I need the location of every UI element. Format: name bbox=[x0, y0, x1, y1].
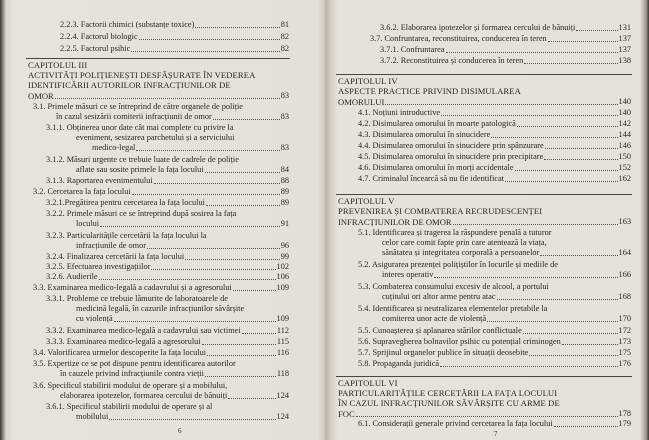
toc-entry: sănătatea și integritatea corporală a persoanelor 164 bbox=[382, 248, 631, 257]
toc-entry: 3.4. Valorificarea urmelor descoperite la fața locului 116 bbox=[33, 348, 289, 357]
toc-entry-line: 5.3. Combaterea consumului excesiv de alcool, a portului bbox=[358, 282, 549, 291]
toc-entry-line: medicină legală, în cazurile infracțiunilor săvârșite bbox=[76, 304, 245, 313]
chapter-6-title-line: ÎN CAZUL INFRACȚIUNILOR SĂVÂRȘITE CU ARME DE bbox=[338, 398, 560, 408]
chapter-3-heading: CAPITOLUL III bbox=[28, 60, 88, 70]
toc-entry: 3.2. Cercetarea la fața locului 89 bbox=[33, 187, 289, 196]
toc-entry-line: 3.3.1. Probleme ce trebuie lămurite de laboratoarele de bbox=[46, 294, 228, 303]
toc-entry: 5.8. Propaganda juridică 176 bbox=[358, 359, 631, 368]
chapter-rule bbox=[26, 58, 290, 59]
toc-entry: elaborarea ipotezelor, formarea cercului de bănuiți 124 bbox=[60, 391, 289, 400]
left-page bbox=[0, 0, 324, 440]
chapter-5-title-line: PREVENIREA ȘI COMBATEREA RECRUDESCENȚEI bbox=[338, 206, 543, 216]
toc-entry: 3.2.5. Efectuarea investigațiilor 102 bbox=[46, 262, 289, 271]
toc-entry-line: 3.5. Expertize ce se pot dispune pentru identificarea autorilor bbox=[33, 359, 236, 368]
toc-entry: aflate sau sosite primele la fața locului 84 bbox=[76, 165, 289, 174]
chapter-rule bbox=[336, 74, 632, 75]
chapter-3-title-line: IDENTIFICĂRII AUTORILOR INFRACȚIUNILOR DE bbox=[28, 80, 231, 90]
toc-entry: 4.7. Criminalul încearcă să nu fie identificat 162 bbox=[358, 174, 631, 183]
toc-entry: 2.2.3. Factorii chimici (substanțe toxice) 81 bbox=[60, 20, 289, 29]
toc-entry: comiterea unor acte de violență 170 bbox=[382, 314, 631, 323]
chapter-4-title-line: ASPECTE PRACTICE PRIVIND DISIMULAREA bbox=[338, 86, 521, 96]
toc-entry-line: 3.1. Primele măsuri ce se întreprind de către organele de poliție bbox=[33, 102, 243, 111]
toc-entry: 4.4. Disimularea omorului în sinucidere prin spânzurare 146 bbox=[358, 141, 631, 150]
toc-entry: 3.3.3. Examinarea medico-legală a agresorului 115 bbox=[46, 337, 289, 346]
toc-entry: 5.7. Sprijinul organelor publice în situații deosebite 175 bbox=[358, 348, 631, 357]
toc-entry: 5.6. Supravegherea bolnavilor psihic cu potențial criminogen 173 bbox=[358, 337, 631, 346]
right-page bbox=[326, 0, 649, 440]
toc-entry-line: 3.6. Specificul stabilirii modului de operare și a mobilului, bbox=[33, 381, 228, 390]
chapter-rule bbox=[336, 376, 632, 377]
toc-entry: 3.2.6. Audierile 106 bbox=[46, 272, 289, 281]
chapter-5-title-entry: INFRACȚIUNILOR DE OMOR 163 bbox=[338, 217, 631, 227]
toc-entry-line: 5.4. Identificarea și neutralizarea elementelor pretabile la bbox=[358, 304, 548, 313]
chapter-3-title-line: ACTIVITĂȚI POLIȚIENEȘTI DESFĂȘURATE ÎN VEDEREA bbox=[28, 70, 256, 80]
chapter-4-title-entry: OMORULUI 140 bbox=[338, 97, 631, 107]
toc-entry: în cazul sesizării comiterii infracțiunii de omor 83 bbox=[56, 112, 289, 121]
chapter-rule bbox=[336, 194, 632, 195]
toc-entry: 4.5. Disimularea omorului în sinucidere prin precipitare 150 bbox=[358, 152, 631, 161]
toc-entry: 3.2.4. Finalizarea cercetării la fața locului 99 bbox=[46, 252, 289, 261]
toc-entry: 3.2.1.Pregătirea pentru cercetarea la fața locului 89 bbox=[46, 198, 289, 207]
toc-entry-line: 5.2. Asigurarea prezenței polițiștilor în locurile și mediile de bbox=[358, 260, 558, 269]
chapter-6-title-line: PARTICULARITĂȚILE CERCETĂRII LA FAȚA LOCULUI bbox=[338, 388, 558, 398]
toc-entry: 2.2.4. Factorul biologic 82 bbox=[60, 32, 289, 41]
toc-entry: 4.2. Disimularea omorului în moarte patologică 142 bbox=[358, 119, 631, 128]
chapter-5-heading: CAPITOLUL V bbox=[338, 196, 395, 206]
page-number: 6 bbox=[178, 427, 182, 435]
toc-entry-line: 3.6.1. Specificul stabilirii modului de operare și al bbox=[46, 402, 213, 411]
toc-entry: 3.7.2. Reconstituirea și conducerea în teren 138 bbox=[380, 56, 631, 65]
toc-entry: mobilului 124 bbox=[76, 412, 289, 421]
chapter-3-title-entry: OMOR 83 bbox=[28, 91, 289, 101]
toc-entry: 6.1. Considerații generale privind cercetarea la fața locului 179 bbox=[358, 419, 631, 428]
chapter-6-heading: CAPITOLUL VI bbox=[338, 378, 398, 388]
toc-entry: 3.3.2. Examinarea medico-legală a cadavrului sau victimei 112 bbox=[46, 326, 289, 335]
page-number: 7 bbox=[494, 430, 498, 438]
toc-entry-line: celor care comit fapte prin care atentează la viața, bbox=[382, 238, 547, 247]
toc-entry: cuțitului ori altor arme pentru atac 168 bbox=[382, 292, 631, 301]
toc-entry: 3.6.2. Elaborarea ipotezelor și formarea cercului de bănuiți 131 bbox=[380, 23, 631, 32]
toc-entry: 4.3. Disimularea omorului în sinucidere 144 bbox=[358, 130, 631, 139]
toc-entry: locului 91 bbox=[76, 219, 289, 228]
toc-entry-line: eveniment, sesizarea parchetului și a serviciului bbox=[76, 133, 235, 142]
toc-entry: 3.7.1. Confruntarea 137 bbox=[380, 45, 631, 54]
toc-entry-line: 3.1.1. Obținerea unor date cât mai complete cu privire la bbox=[46, 123, 234, 132]
toc-entry: 2.2.5. Factorul psihic 82 bbox=[60, 44, 289, 53]
toc-entry: 4.1. Noțiuni introductive 140 bbox=[358, 108, 631, 117]
toc-entry-line: 3.1.2. Măsuri urgente ce trebuie luate de cadrele de poliție bbox=[46, 155, 239, 164]
toc-entry: 3.7. Confruntarea, reconstituirea, conducerea în teren 137 bbox=[370, 34, 631, 43]
toc-entry: în cauzele privind infracțiunile contra vieții 118 bbox=[60, 369, 289, 378]
toc-entry: 4.6. Disimularea omorului în morți accidentale 152 bbox=[358, 163, 631, 172]
toc-entry: cu violență 109 bbox=[76, 314, 289, 323]
toc-entry: 3.1.3. Raportarea evenimentului 88 bbox=[46, 176, 289, 185]
toc-entry: interes operativ 166 bbox=[382, 270, 631, 279]
toc-entry: medico-legal 83 bbox=[92, 143, 289, 152]
toc-entry: 3.3. Examinarea medico-legală a cadavrului și a agresorului 109 bbox=[33, 283, 289, 292]
toc-entry: infracțiunile de omor 96 bbox=[76, 241, 289, 250]
toc-entry-line: 3.2.3. Particularitățile cercetării la fața locului la bbox=[46, 231, 207, 240]
chapter-4-heading: CAPITOLUL IV bbox=[338, 76, 398, 86]
chapter-6-title-entry: FOC 178 bbox=[338, 409, 631, 419]
toc-entry: 5.5. Cunoașterea și aplanarea stărilor conflictuale 172 bbox=[358, 326, 631, 335]
toc-entry-line: 3.2.2. Primele măsuri ce se întreprind după sosirea la fața bbox=[46, 209, 237, 218]
toc-entry-line: 5.1. Identificarea și tragerea la răspundere penală a tuturor bbox=[358, 228, 552, 237]
